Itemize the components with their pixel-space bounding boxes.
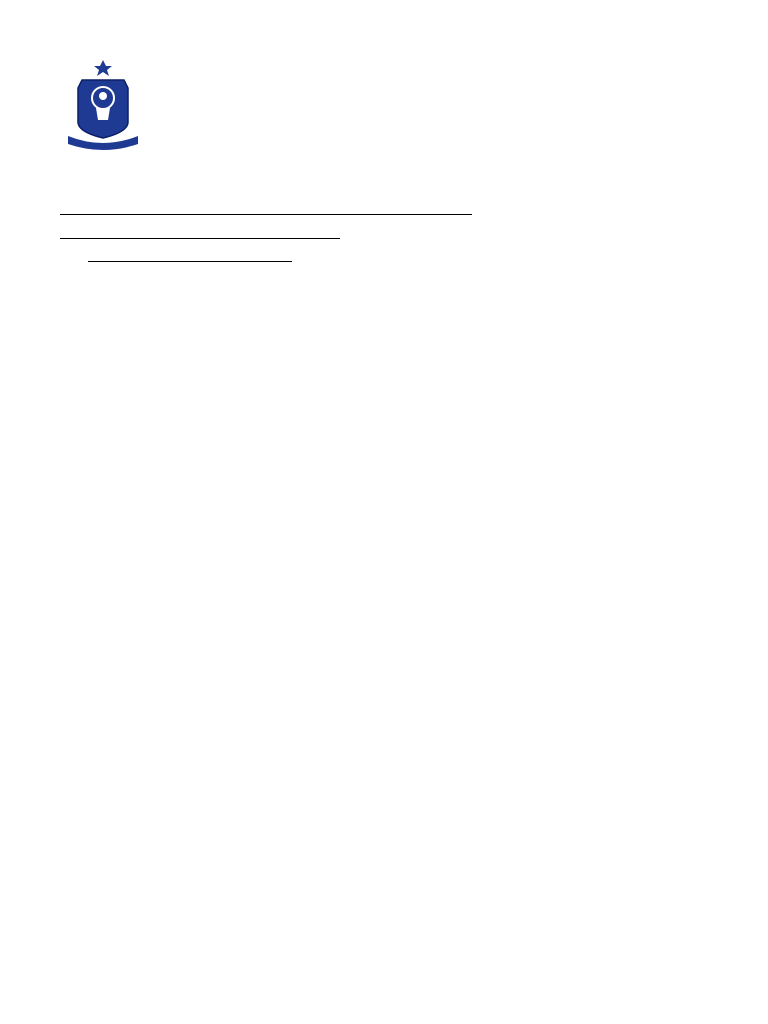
parent-signature-blank[interactable] <box>88 248 292 262</box>
name-line <box>60 201 472 219</box>
grade-blank[interactable] <box>60 225 340 239</box>
grade-line <box>60 225 340 243</box>
school-logo <box>62 58 144 150</box>
name-blank[interactable] <box>60 201 428 215</box>
teacher-line <box>60 248 292 266</box>
score-blank[interactable] <box>428 201 472 215</box>
